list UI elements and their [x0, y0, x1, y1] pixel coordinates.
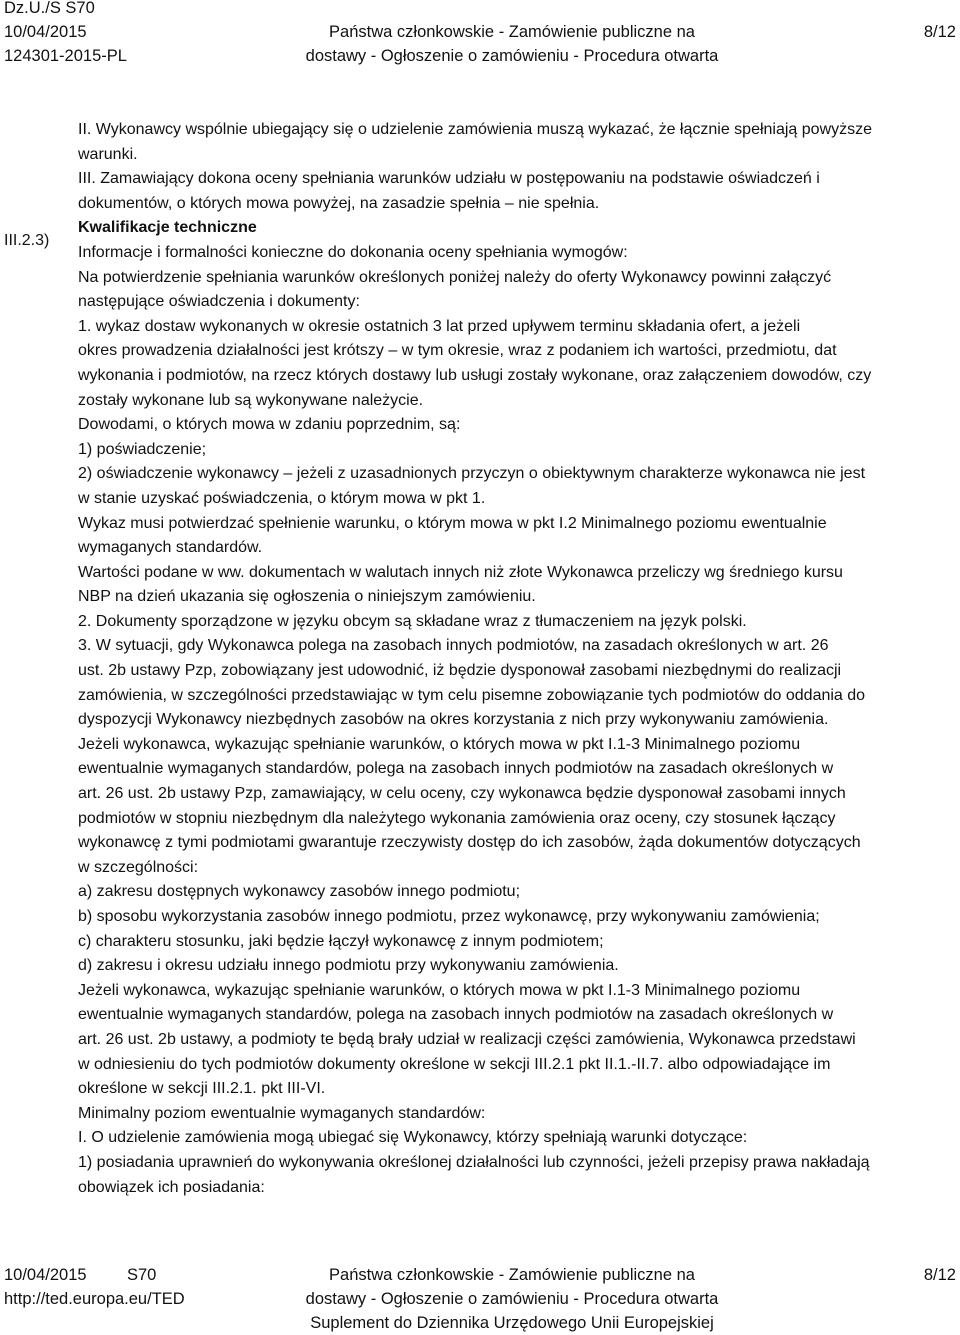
body-line: 3. W sytuacji, gdy Wykonawca polega na zasobach innych podmiotów, na zasadach określonych w art. 26	[78, 637, 829, 655]
body-line: art. 26 ust. 2b ustawy Pzp, zamawiający, w celu oceny, czy wykonawca będzie dysponował zasobami innych	[78, 785, 846, 803]
body-line: III. Zamawiający dokona oceny spełniania warunków udziału w postępowaniu na podstawie oświadczeń i	[78, 170, 820, 188]
body-line: 2) oświadczenie wykonawcy – jeżeli z uzasadnionych przyczyn o obiektywnym charakterze wykonawca nie jest	[78, 465, 866, 483]
body-line: podmiotów w stopniu niezbędnym dla należytego wykonania zamówienia oraz oceny, czy stosunek łączący	[78, 809, 836, 827]
body-line: b) sposobu wykorzystania zasobów innego podmiotu, przez wykonawcę, przy wykonywaniu zamówienia;	[78, 908, 820, 925]
body-line: ust. 2b ustawy Pzp, zobowiązany jest udowodnić, iż będzie dysponował zasobami niezbędnymi do realizacji	[78, 662, 842, 680]
document-body	[78, 118, 958, 1200]
footer-page-number: 8/12	[923, 1266, 956, 1284]
body-line: w odniesieniu do tych podmiotów dokumenty określone w sekcji III.2.1 pkt II.1.-II.7. albo odpowiadające im	[78, 1055, 831, 1073]
footer-series: S70	[127, 1266, 157, 1284]
body-line: 1) posiadania uprawnień do wykonywania określonej działalności lub czynności, jeżeli przepisy prawa nakładają	[78, 1153, 870, 1171]
body-line: dyspozycji Wykonawcy niezbędnych zasobów na okres korzystania z nich przy wykonywaniu zamówienia.	[78, 711, 829, 729]
header-page-number: 8/12	[923, 23, 956, 41]
body-line: określone w sekcji III.2.1. pkt III-VI.	[78, 1080, 326, 1098]
body-line: dokumentów, o których mowa powyżej, na zasadzie spełnia – nie spełnia.	[78, 194, 600, 212]
body-line: wykonania i podmiotów, na rzecz których dostawy lub usługi zostały wykonane, oraz załączeniem dowodów, czy	[78, 366, 872, 384]
footer-url[interactable]: http://ted.europa.eu/TED	[4, 1290, 185, 1308]
header-title-line2: dostawy - Ogłoszenie o zamówieniu - Procedura otwarta	[305, 47, 719, 65]
body-line: w szczególności:	[78, 858, 199, 876]
body-line: Jeżeli wykonawca, wykazując spełnianie warunków, o których mowa w pkt I.1-3 Minimalnego poziomu	[78, 981, 801, 999]
header-title-line1: Państwa członkowskie - Zamówienie publiczne na	[329, 23, 695, 41]
body-line: II. Wykonawcy wspólnie ubiegający się o udzielenie zamówienia muszą wykazać, że łącznie spełniają powyższe	[78, 121, 873, 138]
body-line: obowiązek ich posiadania:	[78, 1178, 265, 1196]
body-line: okres prowadzenia działalności jest krótszy – w tym okresie, wraz z podaniem ich wartości, przedmiotu, dat	[78, 342, 837, 360]
body-line: Informacje i formalności konieczne do dokonania oceny spełniania wymogów:	[78, 243, 628, 261]
body-line: I. O udzielenie zamówienia mogą ubiegać się Wykonawcy, którzy spełniają warunki dotyczące:	[78, 1129, 748, 1147]
body-line: wymaganych standardów.	[78, 539, 263, 557]
body-line: Dowodami, o których mowa w zdaniu poprzednim, są:	[78, 416, 461, 434]
footer-date: 10/04/2015	[4, 1266, 87, 1284]
footer-title-line1: Państwa członkowskie - Zamówienie publiczne na	[329, 1266, 695, 1284]
body-line: warunki.	[78, 145, 138, 163]
body-line: a) zakresu dostępnych wykonawcy zasobów innego podmiotu;	[78, 883, 521, 901]
body-line: d) zakresu i okresu udziału innego podmiotu przy wykonywaniu zamówienia.	[78, 957, 619, 975]
body-line: wykonawcę z tymi podmiotami gwarantuje rzeczywisty dostęp do ich zasobów, żąda dokumentów dotyczących	[78, 834, 861, 852]
header-notice-id: 124301-2015-PL	[4, 47, 127, 65]
section-heading: Kwalifikacje techniczne	[78, 219, 257, 237]
body-line: NBP na dzień ukazania się ogłoszenia o niniejszym zamówieniu.	[78, 588, 536, 606]
section-label: III.2.3)	[4, 232, 50, 249]
body-line: ewentualnie wymaganych standardów, polega na zasobach innych podmiotów na zasadach określonych w	[78, 760, 834, 778]
footer-title-line2: dostawy - Ogłoszenie o zamówieniu - Procedura otwarta	[305, 1290, 719, 1308]
body-line: art. 26 ust. 2b ustawy, a podmioty te będą brały udział w realizacji części zamówienia, Wykonawca przedstawi	[78, 1030, 856, 1048]
header-date: 10/04/2015	[4, 23, 87, 41]
body-line: następujące oświadczenia i dokumenty:	[78, 293, 360, 311]
body-line: zostały wykonane lub są wykonywane należycie.	[78, 391, 424, 409]
footer-title-line3: Suplement do Dziennika Urzędowego Unii Europejskiej	[310, 1314, 714, 1332]
body-line: Jeżeli wykonawca, wykazując spełnianie warunków, o których mowa w pkt I.1-3 Minimalnego poziomu	[78, 735, 801, 753]
body-line: 1) poświadczenie;	[78, 440, 207, 458]
body-line: zamówienia, w szczególności przedstawiając w tym celu pisemne zobowiązanie tych podmiotów do oddania do	[78, 686, 866, 704]
header-doc-ref: Dz.U./S S70	[4, 0, 95, 17]
body-line: Wykaz musi potwierdzać spełnienie warunku, o którym mowa w pkt I.2 Minimalnego poziomu ewentualnie	[78, 514, 827, 532]
body-line: c) charakteru stosunku, jaki będzie łączył wykonawcę z innym podmiotem;	[78, 932, 604, 950]
body-line: 1. wykaz dostaw wykonanych w okresie ostatnich 3 lat przed upływem terminu składania ofert, a jeżeli	[78, 317, 801, 335]
body-line: Wartości podane w ww. dokumentach w walutach innych niż złote Wykonawca przeliczy wg średniego kursu	[78, 563, 843, 581]
body-line: Minimalny poziom ewentualnie wymaganych standardów:	[78, 1104, 486, 1122]
body-line: ewentualnie wymaganych standardów, polega na zasobach innych podmiotów na zasadach określonych w	[78, 1006, 834, 1024]
body-line: Na potwierdzenie spełniania warunków określonych poniżej należy do oferty Wykonawcy powinni załączyć	[78, 268, 832, 286]
body-line: 2. Dokumenty sporządzone w języku obcym są składane wraz z tłumaczeniem na język polski.	[78, 612, 747, 630]
body-line: w stanie uzyskać poświadczenia, o którym mowa w pkt 1.	[78, 489, 486, 507]
